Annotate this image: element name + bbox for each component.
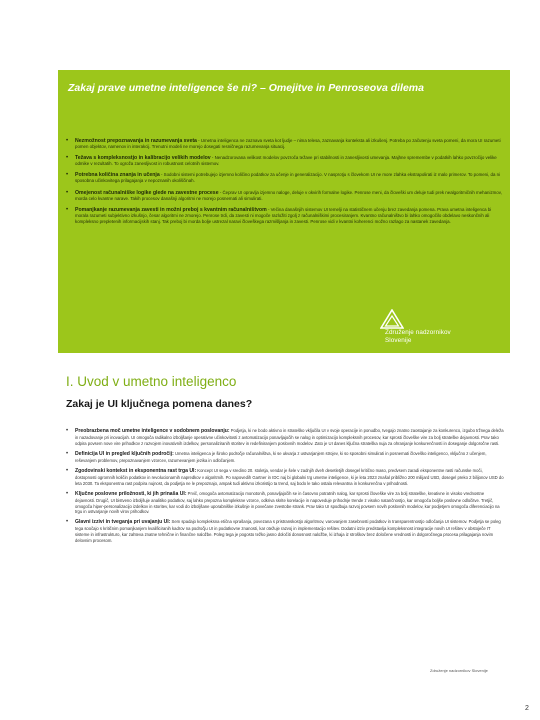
logo-text-line1: Združenje nadzornikov (385, 329, 451, 336)
footer-logo-text: Združenje nadzornikov Slovenije (430, 668, 488, 673)
body-bullet-list (66, 428, 504, 548)
panel-bullet: • Omejenost računalniške logike glede na zavestne procese - Čeprav UI opravlja izjemno naloge, deluje v okvirih formalne logike. Penrose meni, da človeški um deluje tudi prek nealgoritmičnih mehanizmov, morda celo kvantne narave. Takih procesov današnji algoritmi ne morejo posnemati ali simulirati. (66, 190, 502, 202)
section-heading: I. Uvod v umetno inteligenco (66, 374, 237, 389)
body-bullet: • Zgodovinski kontekst in eksponentna rast trga UI: Koncept UI sega v sredino 20. stoletja, vendar je šele v zadnjih dveh desetletjih dosegel kritično maso, predvsem zaradi eksponentne rasti računske moči, dostopnosti ogromnih količin podatkov in revolucionarnih napredkov v algoritmih. Po napovedih Gartner in IDC naj bi globalni trg umetne inteligence, ki je leta 2023 znašal približno 200 milijard USD, dosegel preko 2 bilijonov USD do leta 2030. Ta eksponentna rast podpira nujnost, da podjetja ne le prepoznajo, ampak tudi aktivno izkoristijo ta trend, saj bodo le tako ostala relevantna in konkurenčna v prihodnosti. (66, 468, 504, 487)
body-bullet: • Preobrazbena moč umetne inteligence v sodobnem poslovanju: Podjetja, ki ne bodo aktivno in strateško vključila UI v svoje operacije in ponudbo, tvegajo znatno zaostajanje za konkurenco, izgubo tržnega deleža in nazadovanje pri inovacijah. UI omogoča radikalno izboljšanje operativne učinkovitosti z avtomatizacijo ponavljajočih se nalog in optimizacijo kompleksnih procesov, kar sprosti človeške vire za bolj strateške dejavnosti. Prav tako odpira povsem nove vire prihodkov z razvojem inovativnih izdelkov, personaliziranih storitev in redefiniranjem poslovnih modelov. Zato je UI danes ključna strateška nuja za ohranjanje konkurenčnosti in doseganje dolgoročne rasti. (66, 428, 504, 447)
body-bullet: • Ključne poslovne priložnosti, ki jih prinaša UI: Prvič, omogoča avtomatizacijo monotonih, ponavljajočih se in časovno potratnih nalog, kar sprosti človeške vire za bolj strateške, kreativne in visoko vrednostne dejavnosti. Drugič, UI bistveno izboljšuje analitiko podatkov, saj lahko prepozna kompleksne vzorce, odkriva skrite korelacije in napoveduje prihodnje trende z visoko natančnostjo, kar omogoča boljše poslovne odločitve. Tretjič, omogoča hiper-personalizacijo izdelkov in storitev, kar vodi do izboljšane uporabniške izkušnje in povečane zvestobe strank. Prav tako UI spodbuja razvoj povsem novih poslovnih modelov, kar podjetjem omogoča diferenciacijo na trgu in ustvarjanje novih virov prihodkov. (66, 491, 504, 516)
panel-title: Zakaj prave umetne inteligence še ni? – Omejitve in Penroseova dilema (68, 82, 424, 94)
section-subheading: Zakaj je UI ključnega pomena danes? (66, 398, 253, 410)
panel-bullet: • Pomanjkanje razumevanja zavesti in možni preboj s kvantnim računalništvom - Večina današnjih sistemov UI temelji na statističnem učenju brez zavedanja pomena. Prava umetna inteligenca bi morala razumeti subjektivno izkušnjo, česar algoritmi ne zmorejo. Penrose trdi, da zavesti ni mogoče razložiti zgolj z računalniškimi procesiranjem. Kvantno računalništvo bi lahko omogočilo obdelavo neskončnih ali kompleksno prepletenih informacijskih stanj. Tak preboj bi morda bolje ustrezal naravi človeškega razmišljanja in zavesti. Penrose vidi v kvantni koherenci možno razlago za nastanek zavedanja. (66, 207, 502, 225)
body-bullet: • Glavni izzivi in tveganja pri uvajanju UI: Sem spadajo kompleksna etična vprašanja, povezana s pristranskostjo algoritmov, varovanjem zasebnosti podatkov in transparentnostjo odločanja UI sistemov. Podjetja se poleg tega soočajo s kritičnim pomanjkanjem kvalificiranih kadrov na področju UI in podatkovne znanosti, kar otežuje razvoj in implementacijo rešitev. Dodatni izziv predstavlja kompleksnost integracije novih UI rešitev v obstoječe IT sisteme in infrastrukturo, kar zahteva znatne tehnične in finančne naložbe. Poleg tega je pogosto težko jasno določiti donosnost naložbe, ki izhaja iz stroškov brez določene vrednosti in dolgoročnega procesa prilagajanja novim delovnim procesom. (66, 519, 504, 544)
panel-bullet-list (66, 138, 502, 230)
page-number: 2 (525, 705, 529, 712)
panel-bullet: • Potrebna količina znanja in učenja - Sodobni sistemi potrebujejo izjemno količino podatkov za učenje in generalizacijo. V nasprotju s človekom UI ne more zlahka ekstrapolirati iz malo primerov. To pomeni, da ni sposobna učinkovitega prilagajanja v nepoznanih okoliščinah. (66, 172, 502, 184)
panel-bullet: • Nezmožnost prepoznavanja in razumevanja sveta - Umetna inteligenca ne zaznava sveta kot ljudje – nima telesa, zaznavanja konteksta ali izkušenj. Potreba po začutenju sveta pomeni, da mora UI razumeti pomen objektov, namenov in interakcij. Trenutni modeli ne morejo dosegati resničnega razumevanja situacij. (66, 138, 502, 150)
association-logo (373, 309, 513, 349)
logo-text-line2: Slovenije (385, 337, 412, 344)
panel-bullet: • Težava s kompleksnostjo in kalibracijo velikih modelov - Nenadzorovana velikost modelov povzroča težave pri stabilnosti in zanesljivosti umevanja. Majhne spremembe v podatkih lahko povzročijo velike odmike v rezultatih. To ogroža zanesljivost in robustnost celotnih sistemov. (66, 155, 502, 167)
body-bullet: • Definicija UI in pregled ključnih področij: Umetna inteligenca je široko področje računalništva, ki se ukvarja z ustvarjanjem strojev, ki so sposobni simulirati in posnemati človeško inteligenco, vključno z učenjem, reševanjem problemov, prepoznavanjem vzorcev, razumevanjem jezika in odločanjem. (66, 451, 504, 464)
